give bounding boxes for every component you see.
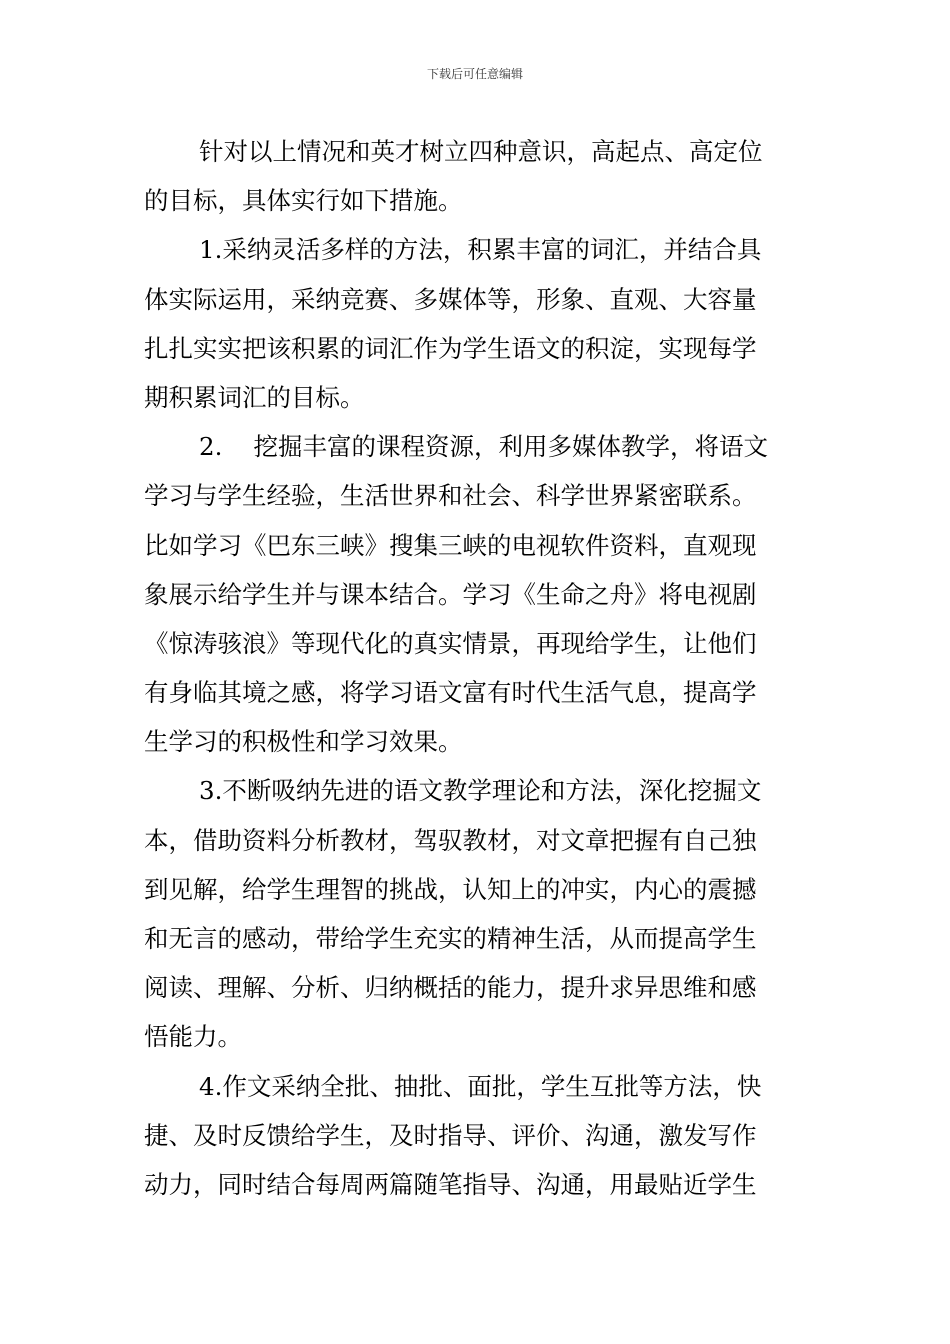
text-line: 的目标，具体实行如下措施。 [144, 186, 463, 216]
text-line: 3.不断吸纳先进的语文教学理论和方法，深化挖掘文 [199, 776, 762, 806]
text-line: 4.作文采纳全批、抽批、面批，学生互批等方法，快 [199, 1071, 762, 1101]
text-line: 捷、及时反馈给学生，及时指导、评价、沟通，激发写作 [144, 1120, 757, 1150]
text-line: 2. 挖掘丰富的课程资源，利用多媒体教学，将语文 [199, 432, 769, 462]
text-line: 和无言的感动，带给学生充实的精神生活，从而提高学生 [144, 924, 757, 953]
text-line: 生学习的积极性和学习效果。 [144, 727, 463, 757]
text-line: 针对以上情况和英才树立四种意识，高起点、高定位 [199, 137, 763, 166]
paragraph-item-4 [144, 1062, 809, 1210]
page-header: 下载后可任意编辑 [426, 67, 523, 81]
text-line: 有身临其境之感，将学习语文富有时代生活气息，提高学 [144, 678, 757, 708]
paragraph-item-3 [144, 766, 809, 1061]
text-line: 1.采纳灵活多样的方法，积累丰富的词汇，并结合具 [199, 235, 762, 265]
text-line: 《惊涛骇浪》等现代化的真实情景，再现给学生，让他们 [144, 628, 757, 658]
text-line: 体实际运用，采纳竞赛、多媒体等，形象、直观、大容量 [144, 284, 757, 314]
text-line: 学习与学生经验，生活世界和社会、科学世界紧密联系。 [144, 481, 757, 511]
text-line: 本，借助资料分析教材，驾驭教材，对文章把握有自己独 [144, 825, 757, 855]
text-line: 象展示给学生并与课本结合。学习《生命之舟》将电视剧 [144, 579, 757, 609]
text-line: 悟能力。 [144, 1022, 242, 1052]
text-line: 阅读、理解、分析、归纳概括的能力，提升求异思维和感 [144, 973, 757, 1003]
text-line: 到见解，给学生理智的挑战，认知上的冲实，内心的震撼 [144, 874, 757, 904]
text-line: 期积累词汇的目标。 [144, 382, 365, 412]
document-body [144, 127, 809, 1209]
paragraph-item-2 [144, 422, 809, 766]
paragraph-intro [144, 127, 809, 225]
paragraph-item-1 [144, 225, 809, 422]
text-line: 比如学习《巴东三峡》搜集三峡的电视软件资料，直观现 [144, 530, 757, 560]
text-line: 动力，同时结合每周两篇随笔指导、沟通，用最贴近学生 [144, 1169, 757, 1199]
text-line: 扎扎实实把该积累的词汇作为学生语文的积淀，实现每学 [144, 333, 757, 363]
